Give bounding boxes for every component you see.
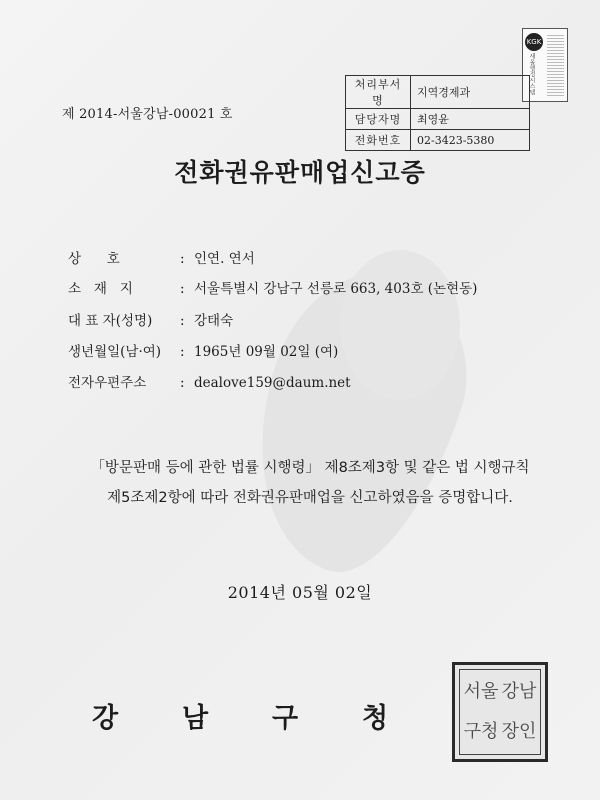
statement-line: 제5조제2항에 따라 전화권유판매업을 신고하였음을 증명합니다.: [107, 490, 513, 506]
table-row: [346, 76, 530, 109]
certification-statement: [50, 453, 570, 513]
department-info-table: [345, 75, 530, 151]
issuer-char: 구: [272, 703, 299, 734]
field-email: 전자우편주소 : dealove159@daum.net: [68, 371, 351, 391]
info-label: 담당자명: [346, 109, 411, 130]
info-label: 처리부서명: [346, 76, 411, 109]
field-business-name: 상 호 : 인연. 연서: [68, 247, 255, 267]
field-label: 소 재 지: [68, 281, 133, 297]
info-value: 최영윤: [411, 109, 530, 130]
field-label: 상 호: [68, 251, 120, 267]
field-value: 서울특별시 강남구 선릉로 663, 403호 (논현동): [194, 281, 478, 297]
statement-line: 「방문판매 등에 관한 법률 시행령」 제8조제3항 및 같은 법 시행규칙: [90, 460, 530, 476]
cert-badge-icon: KGK: [525, 33, 543, 51]
seal-char: 서울: [463, 681, 499, 702]
field-representative: 대 표 자(성명) : 강태숙: [68, 309, 233, 329]
info-label: 전화번호: [346, 130, 411, 151]
field-address: 소 재 지 : 서울특별시 강남구 선릉로 663, 403호 (논현동): [68, 277, 477, 297]
field-value: 1965년 09월 02일 (여): [194, 344, 339, 360]
field-value: 인연. 연서: [194, 251, 255, 267]
table-row: [346, 130, 530, 151]
issuer-char: 강: [92, 703, 119, 734]
issuer-char: 청: [362, 703, 389, 734]
watermark-emblem-top: [340, 250, 460, 400]
info-value: 지역경제과: [411, 76, 530, 109]
field-value: dealove159@daum.net: [194, 375, 351, 391]
cert-pattern: [547, 34, 564, 96]
field-label: 대 표 자(성명): [68, 313, 153, 329]
field-birthdate: 생년월일(남·여) : 1965년 09월 02일 (여): [68, 340, 338, 360]
info-value: 02-3423-5380: [411, 130, 530, 151]
issuer-char: 남: [182, 703, 209, 734]
field-label: 전자우편주소: [68, 375, 147, 391]
official-seal: [452, 662, 548, 762]
seal-char: 장인: [501, 721, 537, 742]
field-value: 강태숙: [194, 313, 234, 329]
document-number: 제 2014-서울강남-00021 호: [62, 107, 233, 122]
cert-mark-text: 새올행정시스템: [528, 53, 535, 95]
seal-char: 구청: [463, 721, 499, 742]
seal-char: 강남: [501, 681, 537, 702]
issue-date: 2014년 05월 02일: [227, 583, 373, 602]
table-row: [346, 109, 530, 130]
document-title: 전화권유판매업신고증: [174, 158, 426, 187]
field-label: 생년월일(남·여): [68, 344, 162, 360]
